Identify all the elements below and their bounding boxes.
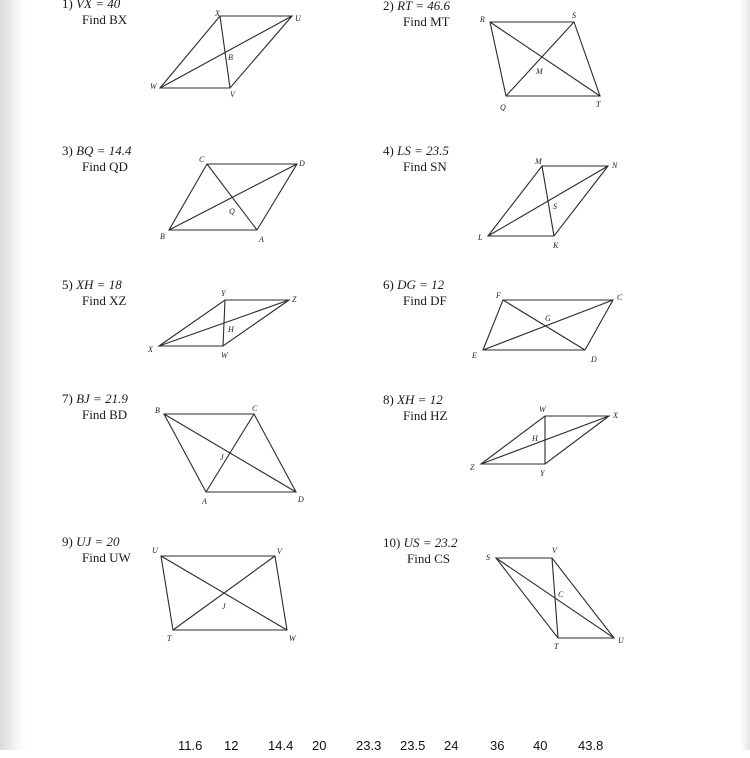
- problem-2-text: 2) RT = 46.6 Find MT: [383, 0, 451, 29]
- figure-3-label-c: C: [199, 155, 205, 164]
- problem-4-find: Find SN: [403, 159, 447, 174]
- figure-6-label-d: D: [591, 355, 597, 364]
- figure-4: [470, 152, 640, 252]
- figure-6-diagonal-fd: [503, 300, 585, 350]
- problem-1-find: Find BX: [82, 12, 128, 27]
- figure-2-label-t: T: [596, 100, 601, 109]
- figure-7-label-d: D: [298, 495, 304, 504]
- problem-1-given: VX = 40: [76, 0, 121, 11]
- problem-2-find: Find MT: [403, 14, 450, 29]
- figure-4-label-l: L: [478, 233, 483, 242]
- problem-8-given: XH = 12: [397, 392, 443, 407]
- figure-8-label-h: H: [532, 434, 538, 443]
- figure-7-label-c: C: [252, 404, 258, 413]
- figure-2-label-m: M: [536, 67, 543, 76]
- problem-10-text: 10) US = 23.2 Find CS: [383, 535, 458, 566]
- problem-3-find: Find QD: [82, 159, 128, 174]
- figure-9-label-w: W: [289, 634, 296, 643]
- figure-9-diagonal-vt: [173, 556, 275, 630]
- problem-9-find: Find UW: [82, 550, 131, 565]
- problem-3-text: 3) BQ = 14.4 Find QD: [62, 143, 132, 174]
- figure-1-label-v: V: [230, 90, 235, 99]
- figure-5-diagonal-xz: [159, 300, 289, 346]
- figure-3-label-d: D: [299, 159, 305, 168]
- figure-5: [145, 288, 320, 368]
- figure-10-label-s: S: [486, 553, 490, 562]
- figure-10-label-c: C: [558, 590, 564, 599]
- figure-1-label-x: X: [215, 9, 220, 18]
- problem-5-find: Find XZ: [82, 293, 127, 308]
- figure-2-label-s: S: [572, 11, 576, 20]
- problem-1-text: 1) VX = 40 Find BX: [62, 0, 127, 28]
- figure-4-label-n: N: [612, 161, 618, 170]
- figure-9-label-u: U: [152, 546, 158, 555]
- figure-7-diagonal-ca: [206, 414, 254, 492]
- figure-10: [480, 542, 640, 652]
- figure-7-label-j: J: [220, 453, 224, 462]
- figure-6-label-f: F: [496, 291, 501, 300]
- figure-4-diagonal-ln: [488, 166, 608, 236]
- figure-5-label-w: W: [221, 351, 228, 360]
- figure-8-label-y: Y: [540, 469, 545, 478]
- answer-choice: 40: [533, 738, 548, 753]
- problem-6-find: Find DF: [403, 293, 447, 308]
- figure-3: [155, 152, 320, 247]
- figure-7: [150, 400, 320, 510]
- problem-8-find: Find HZ: [403, 408, 448, 423]
- problem-4-text: 4) LS = 23.5 Find SN: [383, 143, 449, 174]
- figure-10-label-v: V: [552, 546, 557, 555]
- figure-6-label-e: E: [472, 351, 477, 360]
- figure-6-label-g: G: [545, 314, 551, 323]
- figure-6: [465, 286, 635, 368]
- answer-choice: 24: [444, 738, 459, 753]
- figure-8: [465, 400, 630, 482]
- figure-9-label-j: J: [222, 602, 226, 611]
- answer-choice: 20: [312, 738, 327, 753]
- page-shadow-left: [0, 0, 26, 750]
- problem-7-given: BJ = 21.9: [76, 391, 128, 406]
- figure-3-label-a: A: [259, 235, 264, 244]
- figure-1-diagonal-wu: [160, 16, 292, 88]
- figure-4-label-m: M: [535, 157, 542, 166]
- figure-2-diagonal-rt: [490, 22, 600, 96]
- answer-choice: 43.8: [578, 738, 604, 753]
- figure-7-label-b: B: [155, 406, 160, 415]
- problem-4-given: LS = 23.5: [397, 143, 449, 158]
- figure-10-label-u: U: [618, 636, 624, 645]
- figure-6-label-c: C: [617, 293, 623, 302]
- problem-2-given: RT = 46.6: [397, 0, 451, 13]
- figure-9-label-t: T: [167, 634, 172, 643]
- figure-9: [145, 540, 320, 650]
- figure-7-label-a: A: [202, 497, 207, 506]
- figure-9-label-v: V: [277, 547, 282, 556]
- answer-choice: 11.6: [178, 738, 203, 753]
- figure-10-label-t: T: [554, 642, 559, 651]
- answer-choice: 23.5: [400, 738, 426, 753]
- figure-1: [140, 8, 320, 98]
- answer-choice: 12: [224, 738, 239, 753]
- figure-4-label-s: S: [553, 202, 557, 211]
- problem-8-text: 8) XH = 12 Find HZ: [383, 392, 448, 423]
- answer-choice: 14.4: [268, 738, 294, 753]
- problem-10-find: Find CS: [407, 551, 450, 566]
- figure-3-label-q: Q: [229, 207, 235, 216]
- problem-9-given: UJ = 20: [76, 534, 120, 549]
- problem-3-given: BQ = 14.4: [76, 143, 132, 158]
- answer-choice: 36: [490, 738, 505, 753]
- figure-2-diagonal-sq: [506, 22, 574, 96]
- figure-2: [470, 8, 620, 118]
- problem-10-given: US = 23.2: [403, 535, 458, 550]
- problem-6-text: 6) DG = 12 Find DF: [383, 277, 447, 308]
- problem-9-text: 9) UJ = 20 Find UW: [62, 534, 131, 565]
- figure-4-label-k: K: [553, 241, 559, 250]
- answer-choice: 23.3: [356, 738, 382, 753]
- figure-5-label-z: Z: [292, 295, 297, 304]
- figure-8-label-x: X: [613, 411, 618, 420]
- figure-8-label-z: Z: [470, 463, 475, 472]
- problem-5-given: XH = 18: [76, 277, 122, 292]
- figure-3-label-b: B: [160, 232, 165, 241]
- figure-1-label-b: B: [228, 53, 233, 62]
- figure-6-diagonal-ec: [483, 300, 613, 350]
- problem-7-text: 7) BJ = 21.9 Find BD: [62, 391, 128, 422]
- figure-1-label-u: U: [295, 14, 301, 23]
- figure-5-label-h: H: [228, 325, 234, 334]
- figure-2-label-r: R: [480, 15, 485, 24]
- figure-8-label-w: W: [539, 405, 546, 414]
- figure-5-label-x: X: [148, 345, 153, 354]
- figure-5-label-y: Y: [221, 289, 226, 298]
- figure-2-label-q: Q: [500, 103, 506, 112]
- problem-5-text: 5) XH = 18 Find XZ: [62, 277, 127, 308]
- problem-6-given: DG = 12: [397, 277, 445, 292]
- figure-1-label-w: W: [150, 82, 157, 91]
- problem-7-find: Find BD: [82, 407, 128, 422]
- answer-bank: [0, 738, 750, 758]
- page-shadow-right: [740, 0, 750, 750]
